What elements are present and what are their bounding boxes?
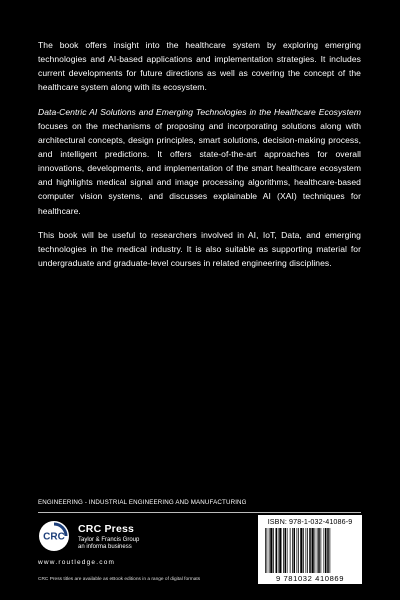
book-title-italic: Data-Centric AI Solutions and Emerging Technologies in the Healthcare Ecosystem [38,106,361,117]
description-text [38,38,361,281]
barcode-bar [273,528,274,573]
divider-line [38,512,361,513]
barcode-bar [300,528,302,573]
barcode-digits: 9 781032 410869 [275,574,345,583]
barcode-bar [307,528,308,573]
barcode-bar [279,528,281,573]
barcode-bar [312,528,314,573]
barcode-bar [283,528,284,573]
barcode-bar [321,528,322,573]
barcode-bar [325,528,327,573]
subject-category: ENGINEERING - INDUSTRIAL ENGINEERING AND MANUFACTURING [38,499,247,506]
barcode-bar [269,528,270,573]
barcode-bar [287,528,288,573]
ebook-footnote: CRC Press titles are available as eBook editions in a range of digital formats [38,577,201,582]
isbn-label: ISBN: 978-1-032-41086-9 [267,517,353,526]
barcode-bar [298,528,299,573]
publisher-block [78,524,139,550]
barcode-bar [265,528,266,573]
barcode-bar [290,528,291,573]
barcode-bar [292,528,293,573]
barcode-bar [303,528,304,573]
barcode-bar [324,528,325,573]
barcode-bar [327,528,329,573]
barcode-bar [306,528,307,573]
barcode-bar [276,528,278,573]
barcode-bar [318,528,320,573]
barcode-graphic [264,528,356,573]
barcode-bar [309,528,311,573]
barcode-bar [278,528,279,573]
barcode-bar [270,528,272,573]
barcode-bar [285,528,287,573]
barcode-bar [315,528,316,573]
description-paragraph-3: This book will be useful to researchers involved in AI, IoT, Data, and emerging technologies in the medical industry. It is also suitable as supporting material for undergraduate and graduate-level courses in related engineering disciplines. [38,230,361,269]
barcode-bar [267,528,268,573]
isbn-barcode-box [258,515,362,584]
barcode-bar [330,528,331,573]
description-paragraph-1: The book offers insight into the healthcare system by exploring emerging technologies and AI-based applications and implementation strategies. It includes current developments for future directions as well as covering the concept of the healthcare system along with its ecosystem. [38,40,361,93]
publisher-website: www.routledge.com [38,559,116,566]
publisher-tagline: an informa business [78,543,132,550]
description-paragraph-2-text: focuses on the mechanisms of proposing and incorporating solutions along with architectural concepts, design principles, smart solutions, decision-making process, and intelligent predictions. It offers state-of-the-art approaches for overall innovations, developments, and implementation of the smart healthcare ecosystem and highlights medical signal and image processing algorithms, healthcare-based computer vision systems, and discusses explainable AI (XAI) techniques for healthcare. [38,120,361,216]
svg-text:CRC: CRC [43,531,65,543]
barcode-bar [317,528,318,573]
barcode-bar [294,528,296,573]
publisher-group: Taylor & Francis Group [78,536,140,543]
publisher-name: CRC Press [78,523,135,535]
barcode-bar [297,528,298,573]
description-paragraph-2 [38,105,361,218]
crc-press-logo [38,520,70,552]
